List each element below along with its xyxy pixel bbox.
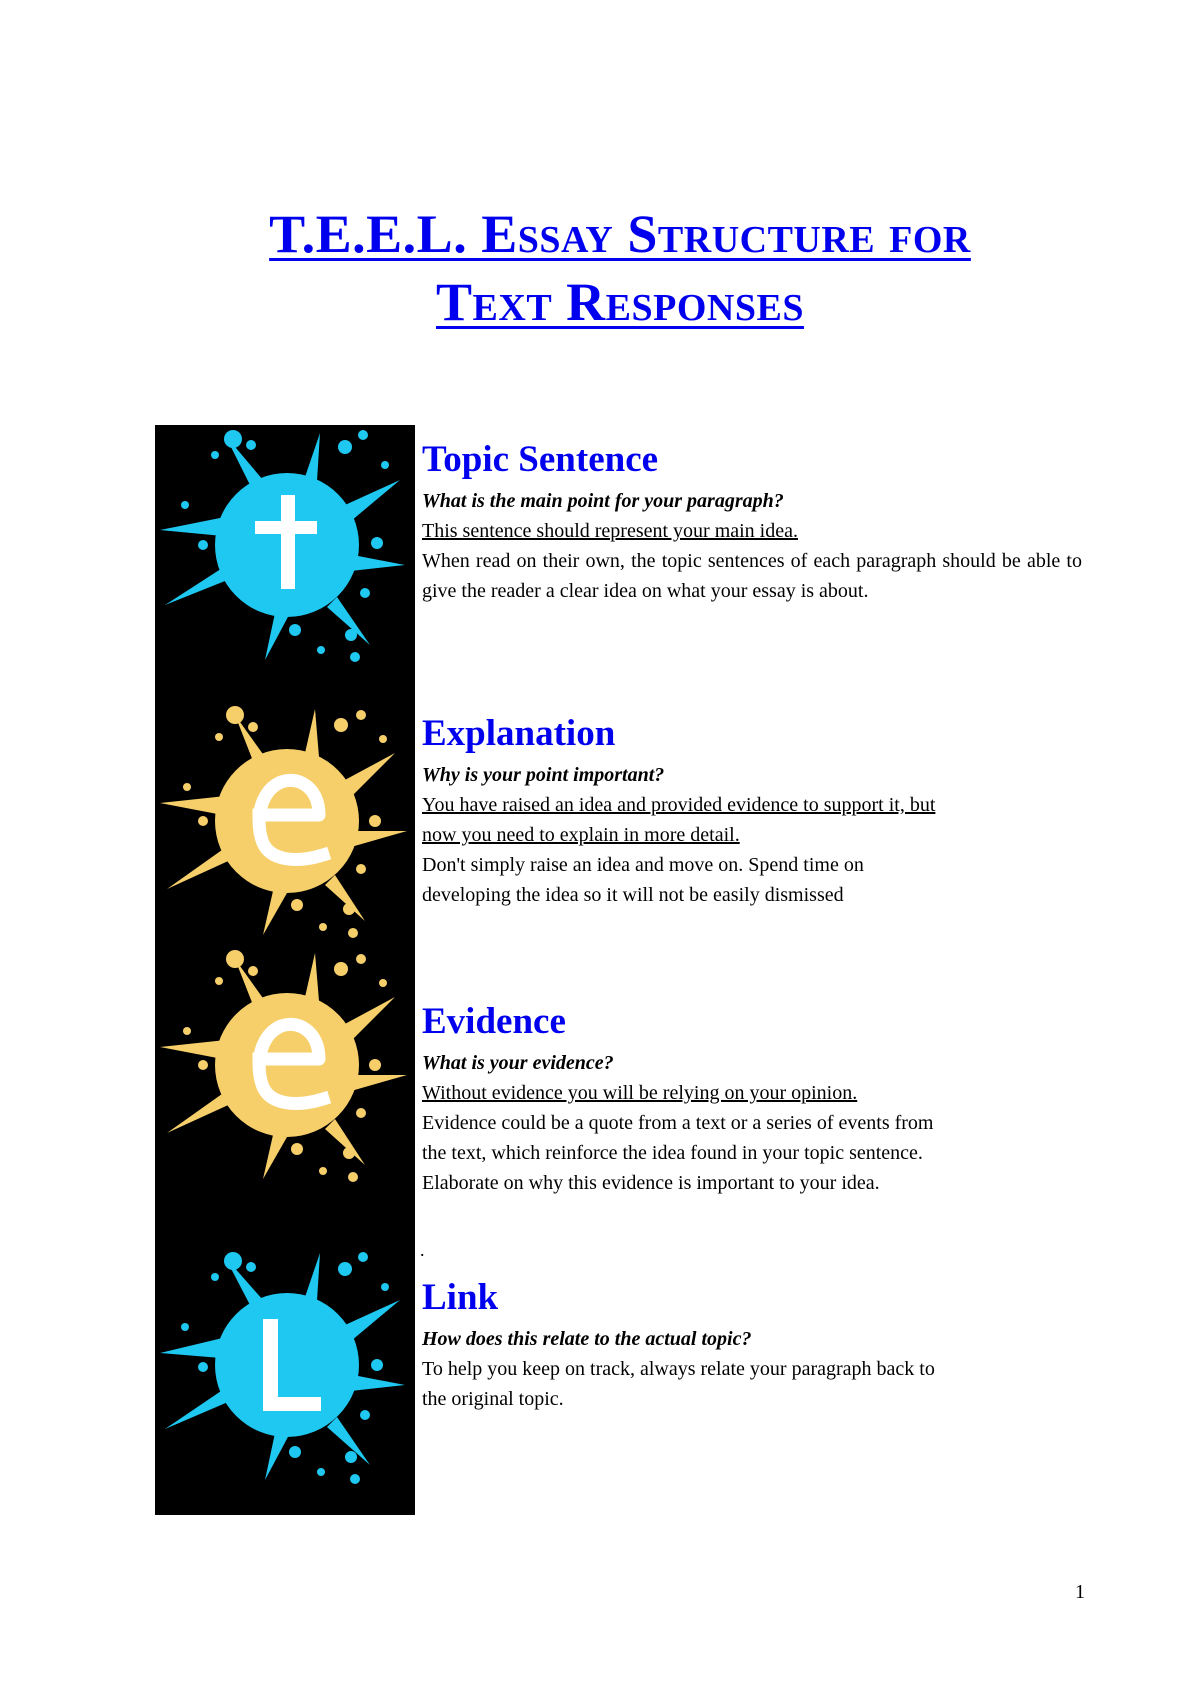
e-splat-icon (155, 947, 415, 1187)
title-line-2: Text Responses (436, 272, 804, 332)
section-heading: Topic Sentence (422, 439, 659, 480)
section-question: Why is your point important? (422, 764, 665, 786)
section-body-line-2: the original topic. (422, 1388, 564, 1410)
section-body-line-3: Elaborate on why this evidence is important to your idea. (422, 1172, 880, 1194)
title-line-1: T.E.E.L. Essay Structure for (269, 204, 971, 264)
section-body-line-1: To help you keep on track, always relate your paragraph back to (422, 1358, 935, 1380)
section-rule: This sentence should represent your main idea. (422, 520, 798, 542)
section-body-line-2: developing the idea so it will not be easily dismissed (422, 884, 844, 906)
section-body-line-1: Evidence could be a quote from a text or a series of events from (422, 1112, 934, 1134)
stray-mark: . (420, 1240, 425, 1260)
teel-icon-strip (155, 425, 415, 1515)
section-evidence (422, 1000, 1082, 1198)
section-link (422, 1276, 1082, 1414)
e-splat-icon (155, 703, 415, 943)
section-body-line-1: Don't simply raise an idea and move on. Spend time on (422, 854, 864, 876)
section-heading: Explanation (422, 713, 616, 754)
l-splat-icon (155, 1245, 415, 1485)
section-rule-line-1: You have raised an idea and provided evidence to support it, but (422, 794, 936, 816)
section-heading: Evidence (422, 1001, 566, 1042)
document-title (0, 200, 1200, 336)
section-body: When read on their own, the topic sentences of each paragraph should be able to give the reader a clear idea on what your essay is about. (422, 550, 1082, 602)
section-question: What is the main point for your paragraph? (422, 490, 784, 512)
section-topic-sentence (422, 438, 1082, 606)
section-heading: Link (422, 1277, 499, 1318)
page-number: 1 (1075, 1581, 1085, 1603)
section-body-line-2: the text, which reinforce the idea found in your topic sentence. (422, 1142, 923, 1164)
section-explanation (422, 712, 1082, 910)
section-question: What is your evidence? (422, 1052, 614, 1074)
section-rule: Without evidence you will be relying on your opinion. (422, 1082, 858, 1104)
section-rule-line-2: now you need to explain in more detail. (422, 824, 740, 846)
section-question: How does this relate to the actual topic? (422, 1328, 752, 1350)
t-splat-icon (155, 425, 415, 665)
